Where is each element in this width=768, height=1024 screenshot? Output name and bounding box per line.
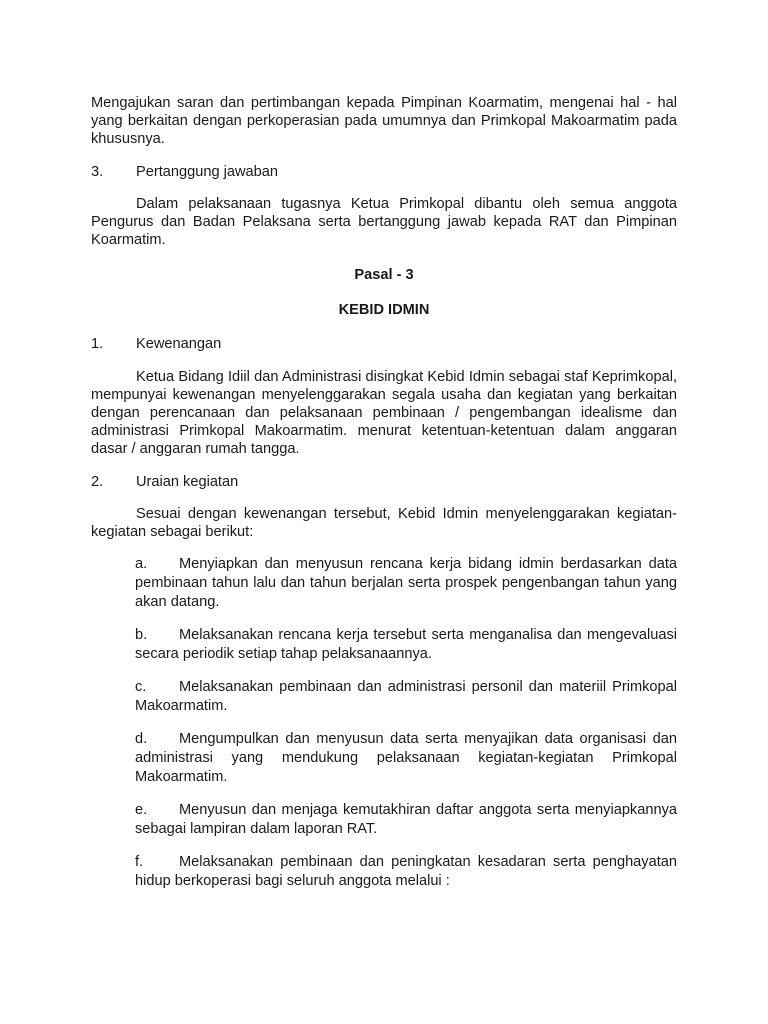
subitem-a [135,555,677,612]
subitem-letter: a. [135,556,148,572]
pasal-subtitle: KEBID IDMIN [338,302,430,318]
subitem-text: Menyusun dan menjaga kemutakhiran daftar anggota serta menyiapkannya sebagai lampiran dalam laporan RAT. [135,802,677,837]
intro-paragraph: Mengajukan saran dan pertimbangan kepada Pimpinan Koarmatim, mengenai hal - hal yang berkaitan dengan perkoperasian pada umumnya dan Primkopal Makoarmatim pada khususnya. [91,95,677,147]
subitem-letter: f. [135,854,144,870]
subitem-b [135,626,677,664]
pasal-title: Pasal - 3 [354,267,414,283]
subitem-letter: d. [135,731,148,747]
subitem-letter: b. [135,627,148,643]
section-3-body: Dalam pelaksanaan tugasnya Ketua Primkopal dibantu oleh semua anggota Pengurus dan Badan Pelaksana serta bertanggung jawab kepada RAT dan Pimpinan Koarmatim. [91,196,677,248]
section-3-title: Pertanggung jawaban [136,164,278,180]
item-1-heading [91,335,677,353]
item-2-number: 2. [91,474,104,490]
subitem-text: Menyiapkan dan menyusun rencana kerja bidang idmin berdasarkan data pembinaan tahun lalu dan tahun berjalan serta prospek pengenbangan tahun yang akan datang. [135,556,677,610]
subitem-f [135,853,677,891]
item-1-title: Kewenangan [136,336,222,352]
subitem-d [135,730,677,787]
subitem-letter: c. [135,679,147,695]
item-2-subitems [135,555,677,891]
section-3-number: 3. [91,164,104,180]
item-2-title: Uraian kegiatan [136,474,239,490]
section-3-heading [91,163,677,181]
item-2-body: Sesuai dengan kewenangan tersebut, Kebid Idmin menyelenggarakan kegiatan-kegiatan sebagai berikut: [91,506,677,540]
subitem-text: Melaksanakan pembinaan dan administrasi personil dan materiil Primkopal Makoarmatim. [135,679,677,714]
subitem-e [135,801,677,839]
item-2-heading [91,473,677,491]
subitem-text: Melaksanakan pembinaan dan peningkatan kesadaran serta penghayatan hidup berkoperasi bagi seluruh anggota melalui : [135,854,677,889]
item-1-body: Ketua Bidang Idiil dan Administrasi disingkat Kebid Idmin sebagai staf Keprimkopal, mempunyai kewenangan menyelenggarakan segala usaha dan kegiatan yang berkaitan dengan perencanaan dan pelaksanaan pembinaan / pengembangan idealisme dan administrasi Primkopal Makoarmatim. menurat ketentuan-ketentuan dalam anggaran dasar / anggaran rumah tangga. [91,369,677,457]
subitem-text: Mengumpulkan dan menyusun data serta menyajikan data organisasi dan administrasi yang mendukung pelaksanaan kegiatan-kegiatan Primkopal Makoarmatim. [135,731,677,785]
subitem-text: Melaksanakan rencana kerja tersebut serta menganalisa dan mengevaluasi secara periodik setiap tahap pelaksanaannya. [135,627,677,662]
subitem-letter: e. [135,802,148,818]
subitem-c [135,678,677,716]
item-1-number: 1. [91,336,104,352]
document-page [91,94,677,891]
